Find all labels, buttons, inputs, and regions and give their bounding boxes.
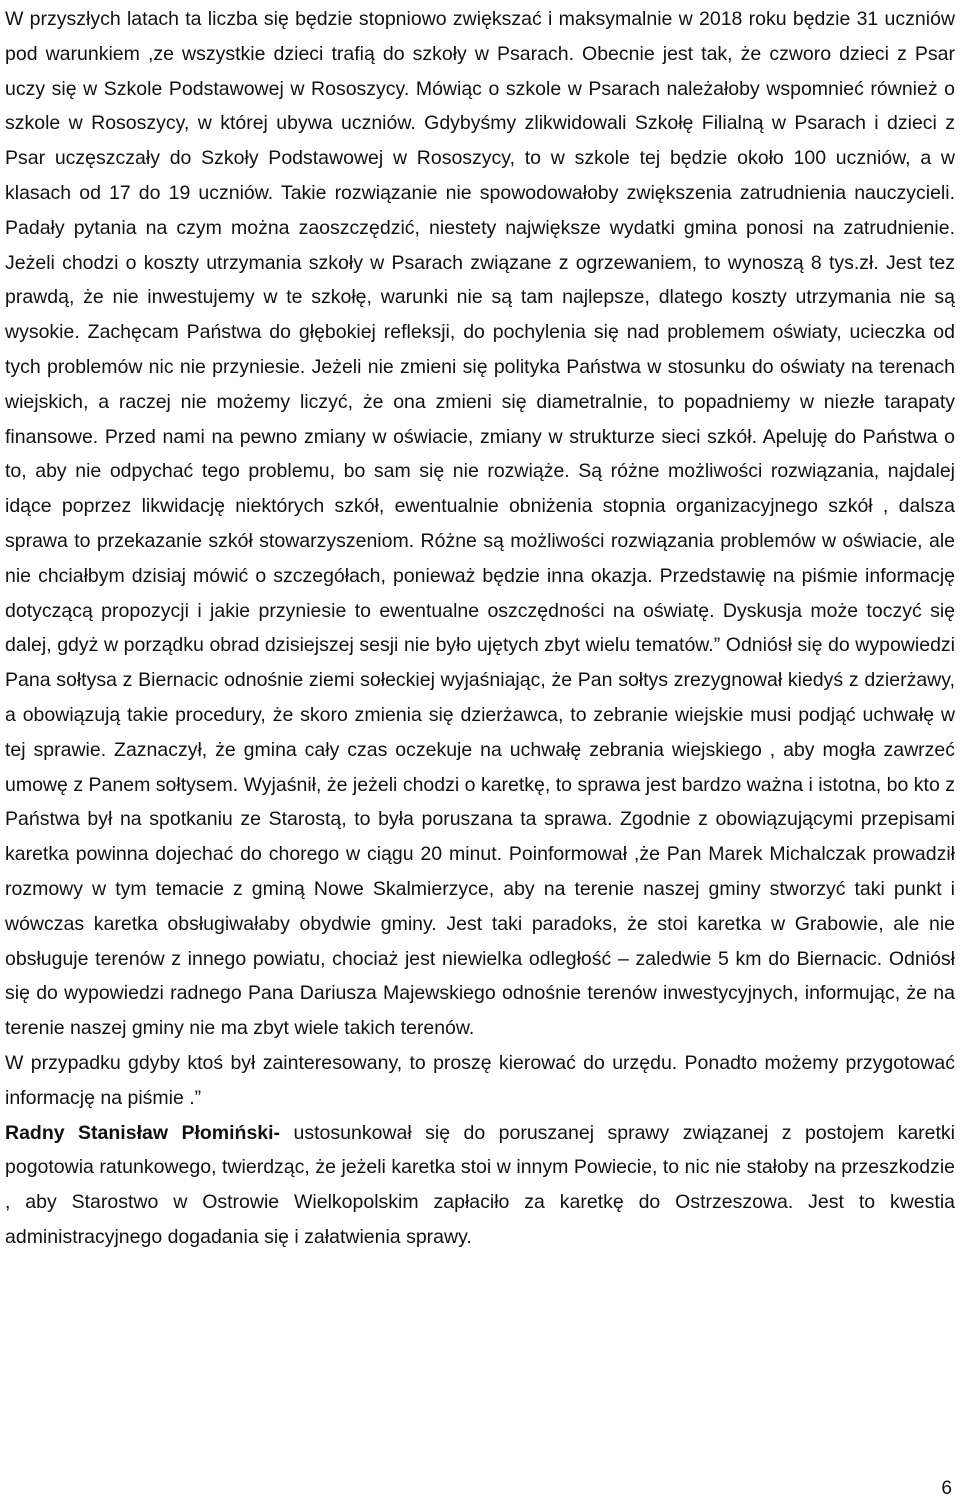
speaker-statement: ustosunkował się do poruszanej sprawy związanej z postojem karetki pogotowia ratunkowego, twierdząc, że jeżeli karetka stoi w innym Powiecie, to nic nie stałoby na przeszkodzie , aby Starostwo w Ostrowie Wielkopolskim zapłaciło za karetkę do Ostrzeszowa. Jest to kwestia administracyjnego dogadania się i załatwienia sprawy. — [5, 1121, 956, 1248]
speaker-name: Radny Stanisław Płomiński- — [5, 1121, 281, 1144]
document-page — [5, 2, 955, 1255]
body-paragraph-2: W przypadku gdyby ktoś był zainteresowany, to proszę kierować do urzędu. Ponadto możemy przygotować informację na piśmie .” — [5, 1051, 955, 1109]
body-paragraph-1: W przyszłych latach ta liczba się będzie stopniowo zwiększać i maksymalnie w 2018 roku będzie 31 uczniów pod warunkiem ,ze wszystkie dzieci trafią do szkoły w Psarach. Obecnie jest tak, że czworo dzieci z Psar uczy się w Szkole Podstawowej w Rososzycy. Mówiąc o szkole w Psarach należałoby wspomnieć również o szkole w Rososzycy, w której ubywa uczniów. Gdybyśmy zlikwidowali Szkołę Filialną w Psarach i dzieci z Psar uczęszczały do Szkoły Podstawowej w Rososzycy, to w szkole tej będzie około 100 uczniów, a w klasach od 17 do 19 uczniów. Takie rozwiązanie nie spowodowałoby zwiększenia zatrudnienia nauczycieli. Padały pytania na czym można zaoszczędzić, niestety największe wydatki gmina ponosi na zatrudnienie. Jeżeli chodzi o koszty utrzymania szkoły w Psarach związane z ogrzewaniem, to wynoszą 8 tys.zł. Jest tez prawdą, że nie inwestujemy w te szkołę, warunki nie są tam najlepsze, dlatego koszty utrzymania nie są wysokie. Zachęcam Państwa do głębokiej refleksji, do pochylenia się nad problemem oświaty, ucieczka od tych problemów nic nie przyniesie. Jeżeli nie zmieni się polityka Państwa w stosunku do oświaty na terenach wiejskich, a raczej nie możemy liczyć, że ona zmieni się diametralnie, to popadniemy w niezłe tarapaty finansowe. Przed nami na pewno zmiany w oświacie, zmiany w strukturze sieci szkół. Apeluję do Państwa o to, aby nie odpychać tego problemu, bo sam się nie rozwiąże. Są różne możliwości rozwiązania, najdalej idące poprzez likwidację niektórych szkół, ewentualnie obniżenia stopnia organizacyjnego szkół , dalsza sprawa to przekazanie szkół stowarzyszeniom. Różne są możliwości rozwiązania problemów w oświacie, ale nie chciałbym dzisiaj mówić o szczegółach, ponieważ będzie inna okazja. Przedstawię na piśmie informację dotyczącą propozycji i jakie przyniesie to ewentualne oszczędności na oświatę. Dyskusja może toczyć się dalej, gdyż w porządku obrad dzisiejszej sesji nie było ujętych zbyt wielu tematów.” Odniósł się do wypowiedzi Pana sołtysa z Biernacic odnośnie ziemi sołeckiej wyjaśniając, że Pan sołtys zrezygnował kiedyś z dzierżawy, a obowiązują takie procedury, że skoro zmienia się dzierżawca, to zebranie wiejskie musi podjąć uchwałę w tej sprawie. Zaznaczył, że gmina cały czas oczekuje na uchwałę zebrania wiejskiego , aby mogła zawrzeć umowę z Panem sołtysem. Wyjaśnił, że jeżeli chodzi o karetkę, to sprawa jest bardzo ważna i istotna, bo kto z Państwa był na spotkaniu ze Starostą, to była poruszana ta sprawa. Zgodnie z obowiązującymi przepisami karetka powinna dojechać do chorego w ciągu 20 minut. Poinformował ,że Pan Marek Michalczak prowadził rozmowy w tym temacie z gminą Nowe Skalmierzyce, aby na terenie naszej gminy stworzyć taki punkt i wówczas karetka obsługiwałaby obydwie gminy. Jest taki paradoks, że stoi karetka w Grabowie, ale nie obsługuje terenów z innego powiatu, chociaż jest niewielka odległość – zaledwie 5 km do Biernacic. Odniósł się do wypowiedzi radnego Pana Dariusza Majewskiego odnośnie terenów inwestycyjnych, informując, że na terenie naszej gminy nie ma zbyt wiele takich terenów. — [5, 8, 955, 1040]
page-number: 6 — [941, 1478, 952, 1499]
speaker-paragraph — [5, 1116, 955, 1255]
